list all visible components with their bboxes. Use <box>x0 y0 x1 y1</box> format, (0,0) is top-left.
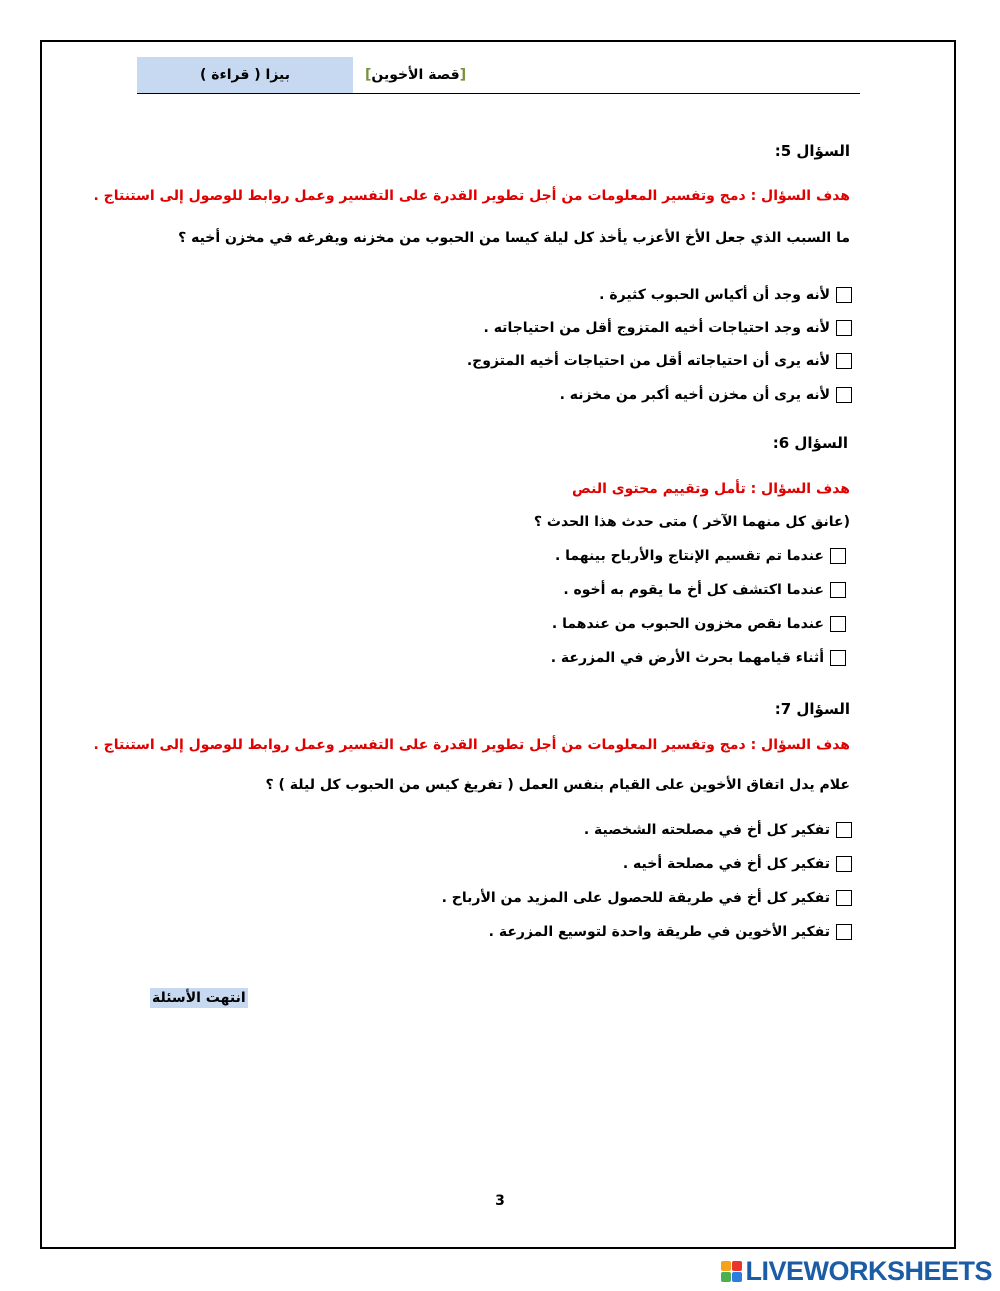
checkbox[interactable] <box>830 650 846 666</box>
checkbox[interactable] <box>830 616 846 632</box>
question-7-goal: هدف السؤال : دمج وتفسير المعلومات من أجل تطوير القدرة على التفسير وعمل روابط للوصول إلى استنتاج . <box>93 737 850 753</box>
option-label: عندما نقص مخزون الحبوب من عندهما . <box>551 616 824 632</box>
header-title-cell <box>353 57 860 93</box>
question-6-text: (عانق كل منهما الآخر ) متى حدث هذا الحدث ؟ <box>533 514 850 530</box>
checkbox[interactable] <box>836 924 852 940</box>
option-label: تفكير كل أخ في طريقة للحصول على المزيد من الأرباح . <box>441 890 830 906</box>
logo-icon <box>721 1261 742 1282</box>
header-bracket-close: ] <box>365 67 372 83</box>
header-subject-text: بيزا ( قراءة ) <box>200 67 290 83</box>
question-6-option-1[interactable] <box>555 548 846 564</box>
header-bracket-open: [ <box>459 67 467 83</box>
option-label: لأنه وجد احتياجات أخيه المتزوج أقل من احتياجاته . <box>483 320 830 336</box>
checkbox[interactable] <box>836 320 852 336</box>
question-7-option-2[interactable] <box>623 856 852 872</box>
worksheet-header <box>137 57 860 93</box>
header-subject-cell <box>137 57 353 93</box>
option-label: تفكير الأخوين في طريقة واحدة لتوسيع المزرعة . <box>488 924 830 940</box>
checkbox[interactable] <box>836 856 852 872</box>
question-5-goal: هدف السؤال : دمج وتفسير المعلومات من أجل تطوير القدرة على التفسير وعمل روابط للوصول إلى استنتاج . <box>93 188 850 204</box>
option-label: عندما اكتشف كل أخ ما يقوم به أخوه . <box>563 582 824 598</box>
end-of-questions-label: انتهت الأسئلة <box>152 990 246 1006</box>
question-7-option-4[interactable] <box>489 924 852 940</box>
question-6-title: السؤال 6: <box>772 434 848 452</box>
option-label: عندما تم تقسيم الإنتاج والأرباح بينهما . <box>554 548 824 564</box>
header-title-text: قصة الأخوين <box>371 67 460 83</box>
question-6-goal: هدف السؤال : تأمل وتقييم محتوى النص <box>572 481 850 497</box>
question-7-option-1[interactable] <box>584 822 852 838</box>
checkbox[interactable] <box>836 353 852 369</box>
checkbox[interactable] <box>836 387 852 403</box>
liveworksheets-logo <box>721 1257 992 1285</box>
question-5-option-1[interactable] <box>599 287 852 303</box>
question-5-option-2[interactable] <box>484 320 853 336</box>
question-5-option-3[interactable] <box>467 353 852 369</box>
page-border <box>40 40 956 1249</box>
option-label: لأنه يرى أن مخزن أخيه أكبر من مخزنه . <box>559 387 830 403</box>
header-divider <box>137 93 860 94</box>
question-7-option-3[interactable] <box>442 890 852 906</box>
logo-text: LIVEWORKSHEETS <box>745 1255 992 1286</box>
checkbox[interactable] <box>836 287 852 303</box>
question-5-title: السؤال 5: <box>774 142 850 160</box>
option-label: لأنه وجد أن أكياس الحبوب كثيرة . <box>599 287 830 303</box>
question-6-option-3[interactable] <box>552 616 846 632</box>
page-number: 3 <box>495 1193 505 1209</box>
checkbox[interactable] <box>830 548 846 564</box>
option-label: تفكير كل أخ في مصلحته الشخصية . <box>583 822 830 838</box>
option-label: لأنه يرى أن احتياجاته أقل من احتياجات أخيه المتزوج. <box>466 353 830 369</box>
question-5-text: ما السبب الذي جعل الأخ الأعزب يأخذ كل ليلة كيسا من الحبوب من مخزنه ويفرغه في مخزن أخيه ؟ <box>178 230 850 246</box>
question-7-text: علام يدل اتفاق الأخوين على القيام بنفس العمل ( تفريغ كيس من الحبوب كل ليلة ) ؟ <box>265 777 850 793</box>
question-6-option-4[interactable] <box>551 650 846 666</box>
checkbox[interactable] <box>830 582 846 598</box>
question-6-option-2[interactable] <box>563 582 846 598</box>
checkbox[interactable] <box>836 822 852 838</box>
checkbox[interactable] <box>836 890 852 906</box>
question-7-title: السؤال 7: <box>774 700 850 718</box>
option-label: تفكير كل أخ في مصلحة أخيه . <box>622 856 830 872</box>
option-label: أثناء قيامهما بحرث الأرض في المزرعة . <box>550 650 824 666</box>
question-5-option-4[interactable] <box>560 387 852 403</box>
